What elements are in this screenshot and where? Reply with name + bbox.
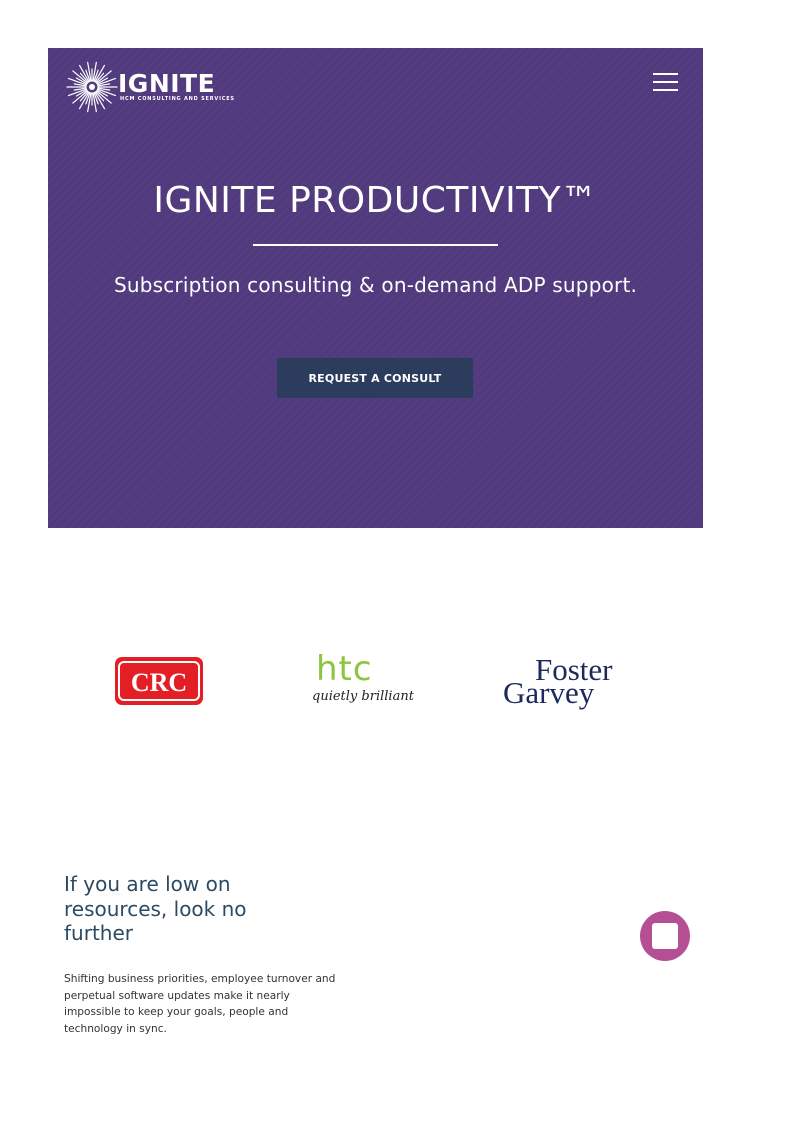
client-logo-htc[interactable] <box>310 650 414 710</box>
hero-banner <box>48 48 703 528</box>
request-consult-button[interactable]: REQUEST A CONSULT <box>277 358 473 398</box>
client-logo-foster-garvey[interactable] <box>503 648 627 714</box>
foster-line1: Foster <box>535 652 613 687</box>
chat-widget-button[interactable] <box>640 911 690 961</box>
htc-tagline: quietly brilliant <box>312 689 414 704</box>
starburst-icon <box>64 60 120 116</box>
ignite-logo[interactable] <box>64 60 235 116</box>
chat-widget-icon <box>652 923 678 949</box>
htc-logo-text: htc <box>316 650 373 689</box>
hero-subtitle: Subscription consulting & on-demand ADP support. <box>113 273 638 297</box>
logo-wordmark: IGNITE <box>118 69 216 98</box>
foster-line2: Garvey <box>503 675 595 710</box>
hamburger-menu-icon[interactable] <box>652 72 680 94</box>
hero-title: IGNITE PRODUCTIVITY™ <box>153 180 598 221</box>
section-heading: If you are low on resources, look no further <box>64 872 247 945</box>
crc-logo-text: CRC <box>130 668 188 697</box>
section-body: Shifting business priorities, employee turnover and perpetual software updates make it nearly impossible to keep your goals, people and technology in sync. <box>64 973 336 1036</box>
title-divider <box>253 244 498 246</box>
logo-tagline: HCM CONSULTING AND SERVICES <box>120 96 235 102</box>
client-logo-crc[interactable] <box>114 655 204 707</box>
